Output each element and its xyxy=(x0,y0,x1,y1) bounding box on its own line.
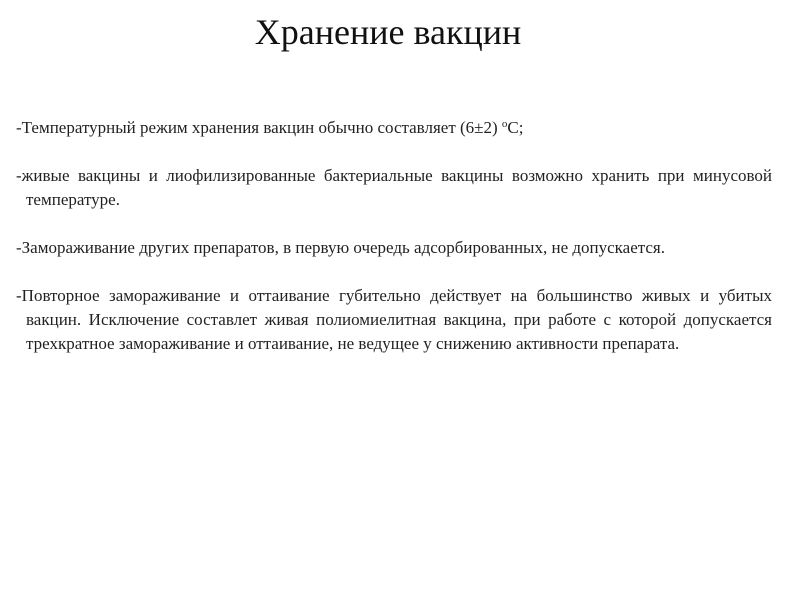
slide-body xyxy=(16,112,772,356)
paragraph-live-vaccines: -живые вакцины и лиофилизированные бактериальные вакцины возможно хранить при минусовой температуре. xyxy=(16,166,772,209)
paragraph-temperature-text: -Температурный режим хранения вакцин обычно составляет (6±2) xyxy=(16,118,502,137)
paragraph-temperature-unit: С; xyxy=(507,118,524,137)
paragraph-freezing: -Замораживание других препаратов, в первую очередь адсорбированных, не допускается. xyxy=(16,238,666,257)
degree-sign: о xyxy=(501,118,508,130)
paragraph-refreezing: -Повторное замораживание и оттаивание губительно действует на большинство живых и убитых вакцин. Исключение составлет живая полиомиелитная вакцина, при работе с которой допускается трехкратное замораживание и оттаивание, не ведущее у снижению активности препарата. xyxy=(16,286,772,353)
slide-title: Хранение вакцин xyxy=(254,12,522,52)
paragraph-temperature xyxy=(16,112,772,140)
